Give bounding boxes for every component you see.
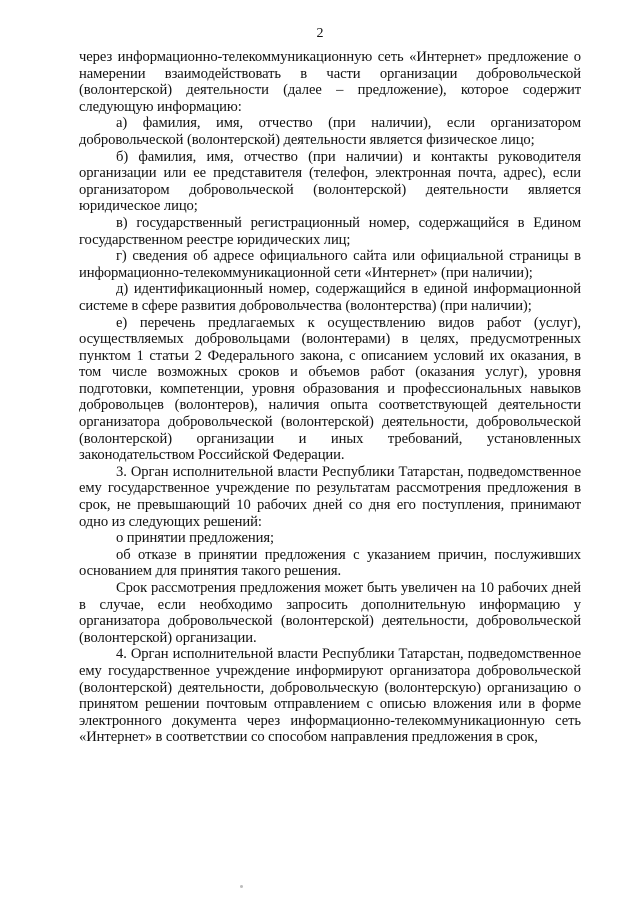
paragraph-decision-accept: о принятии предложения; [116,530,274,547]
paragraph-item-a: а) фамилия, имя, отчество (при наличии), если организатором добровольческой (волонтерской) деятельности является физическое лицо; [79,115,581,148]
paragraph-item-d: д) идентификационный номер, содержащийся в единой информационной системе в сфере развития добровольчества (волонтерства) (при наличии); [79,281,581,314]
page-number: 2 [316,26,324,41]
paragraph-decision-reject: об отказе в принятии предложения с указанием причин, послуживших основанием для принятия такого решения. [79,546,581,580]
paragraph-item-e: е) перечень предлагаемых к осуществлению видов работ (услуг), осуществляемых добровольцами (волонтерами) в целях, предусмотренных пунктом 1 статьи 2 Федерального закона, с описанием условий их оказания, в том числе возможных сроков и объемов работ (оказания услуг), уровня подготовки, компетенции, уровня образования и профессиональных навыков добровольцев (волонтеров), наличия опыта соответствующей деятельности организатора добровольческой (волонтерской) деятельности, добровольческой (волонтерской) организации и иных требований, установленных законодательством Российской Федерации. [79,314,581,464]
scan-artifact [240,885,243,888]
paragraph-clause-3: 3. Орган исполнительной власти Республики Татарстан, подведомственное ему государственное учреждение по результатам рассмотрения предложения в срок, не превышающий 10 рабочих дней со дня его поступления, принимают одно из следующих решений: [79,463,581,530]
paragraph-item-v: в) государственный регистрационный номер, содержащийся в Едином государственном реестре юридических лиц; [79,214,581,248]
paragraph-continuation: через информационно-телекоммуникационную сеть «Интернет» предложение о намерении взаимодействовать в части организации добровольческой (волонтерской) деятельности (далее – предложение), которое содержит следующую информацию: [79,49,581,115]
paragraph-clause-4: 4. Орган исполнительной власти Республики Татарстан, подведомственное ему государственное учреждение информируют организатора добровольческой (волонтерской) деятельности, добровольческую (волонтерскую) организацию о принятом решении почтовым отправлением с описью вложения или в форме электронного документа через информационно-телекоммуникационную сеть «Интернет» в соответствии со способом направления предложения в срок, [79,646,581,746]
paragraph-item-b: б) фамилия, имя, отчество (при наличии) и контакты руководителя организации или ее представителя (телефон, электронная почта, адрес), если организатором добровольческой (волонтерской) деятельности является юридическое лицо; [79,148,581,215]
document-body [79,49,581,746]
paragraph-review-extension: Срок рассмотрения предложения может быть увеличен на 10 рабочих дней в случае, если необходимо запросить дополнительную информацию у организатора добровольческой (волонтерской) деятельности, добровольческой (волонтерской) организации. [79,580,581,646]
paragraph-item-g: г) сведения об адресе официального сайта или официальной страницы в информационно-телекоммуникационной сети «Интернет» (при наличии); [79,248,581,281]
